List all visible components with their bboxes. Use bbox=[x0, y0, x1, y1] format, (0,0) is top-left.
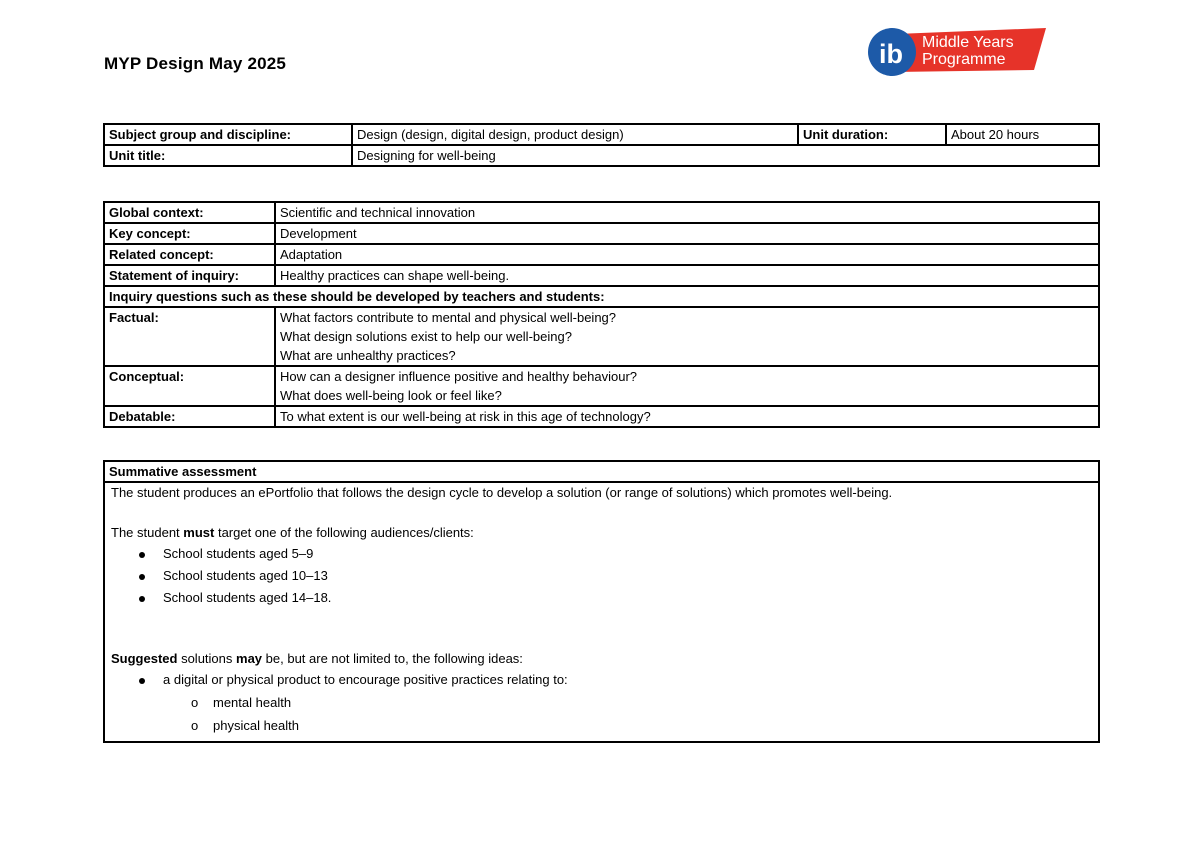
unit-title-value: Designing for well-being bbox=[352, 145, 1099, 166]
factual-question: What design solutions exist to help our well-being? bbox=[280, 329, 572, 344]
summative-body bbox=[104, 482, 1099, 742]
conceptual-question: What does well-being look or feel like? bbox=[280, 388, 502, 403]
conceptual-questions bbox=[275, 366, 1099, 406]
unit-title-label: Unit title: bbox=[104, 145, 352, 166]
duration-label: Unit duration: bbox=[798, 124, 946, 145]
related-concept-value: Adaptation bbox=[275, 244, 1099, 265]
svg-text:Middle Years: Middle Years bbox=[922, 34, 1014, 51]
factual-question: What factors contribute to mental and physical well-being? bbox=[280, 310, 617, 325]
summative-assessment-table bbox=[103, 460, 1100, 743]
global-context-label: Global context: bbox=[104, 202, 275, 223]
suggested-statement: Suggested solutions may be, but are not limited to, the following ideas: bbox=[111, 651, 523, 666]
circle-bullet-icon: o bbox=[191, 695, 199, 710]
subject-label: Subject group and discipline: bbox=[104, 124, 352, 145]
idea-list bbox=[111, 669, 1092, 691]
bullet-icon bbox=[139, 596, 145, 602]
statement-of-inquiry-label: Statement of inquiry: bbox=[104, 265, 275, 286]
conceptual-question: How can a designer influence positive and healthy behaviour? bbox=[280, 369, 638, 384]
svg-text:ib: ib bbox=[879, 39, 903, 69]
subidea-list bbox=[111, 691, 1092, 737]
list-item: School students aged 10–13 bbox=[111, 565, 1092, 587]
key-concept-value: Development bbox=[275, 223, 1099, 244]
related-concept-label: Related concept: bbox=[104, 244, 275, 265]
bullet-icon bbox=[139, 552, 145, 558]
conceptual-label: Conceptual: bbox=[104, 366, 275, 406]
list-item: School students aged 5–9 bbox=[111, 543, 1092, 565]
list-item: a digital or physical product to encourage positive practices relating to: bbox=[111, 669, 1092, 691]
context-table bbox=[103, 201, 1100, 428]
factual-label: Factual: bbox=[104, 307, 275, 366]
inquiry-questions-heading: Inquiry questions such as these should be developed by teachers and students: bbox=[104, 286, 1099, 307]
list-item: School students aged 14–18. bbox=[111, 587, 1092, 609]
target-statement: The student must target one of the following audiences/clients: bbox=[111, 525, 474, 540]
key-concept-label: Key concept: bbox=[104, 223, 275, 244]
subject-value: Design (design, digital design, product design) bbox=[352, 124, 798, 145]
audience-list bbox=[111, 543, 1092, 609]
unit-info-table bbox=[103, 123, 1100, 167]
duration-value: About 20 hours bbox=[946, 124, 1099, 145]
debatable-question: To what extent is our well-being at risk in this age of technology? bbox=[275, 406, 1099, 427]
circle-bullet-icon: o bbox=[191, 718, 199, 733]
global-context-value: Scientific and technical innovation bbox=[275, 202, 1099, 223]
svg-text:Programme: Programme bbox=[922, 51, 1006, 68]
list-item: o physical health bbox=[111, 714, 1092, 737]
list-item: o mental health bbox=[111, 691, 1092, 714]
debatable-label: Debatable: bbox=[104, 406, 275, 427]
factual-question: What are unhealthy practices? bbox=[280, 348, 456, 363]
summative-heading: Summative assessment bbox=[104, 461, 1099, 482]
factual-questions bbox=[275, 307, 1099, 366]
document-title: MYP Design May 2025 bbox=[104, 54, 287, 73]
summative-intro: The student produces an ePortfolio that follows the design cycle to develop a solution (or range of solutions) which promotes well-being. bbox=[111, 485, 893, 500]
statement-of-inquiry-value: Healthy practices can shape well-being. bbox=[275, 265, 1099, 286]
bullet-icon bbox=[139, 574, 145, 580]
bullet-icon bbox=[139, 678, 145, 684]
ib-myp-logo bbox=[868, 26, 1046, 78]
